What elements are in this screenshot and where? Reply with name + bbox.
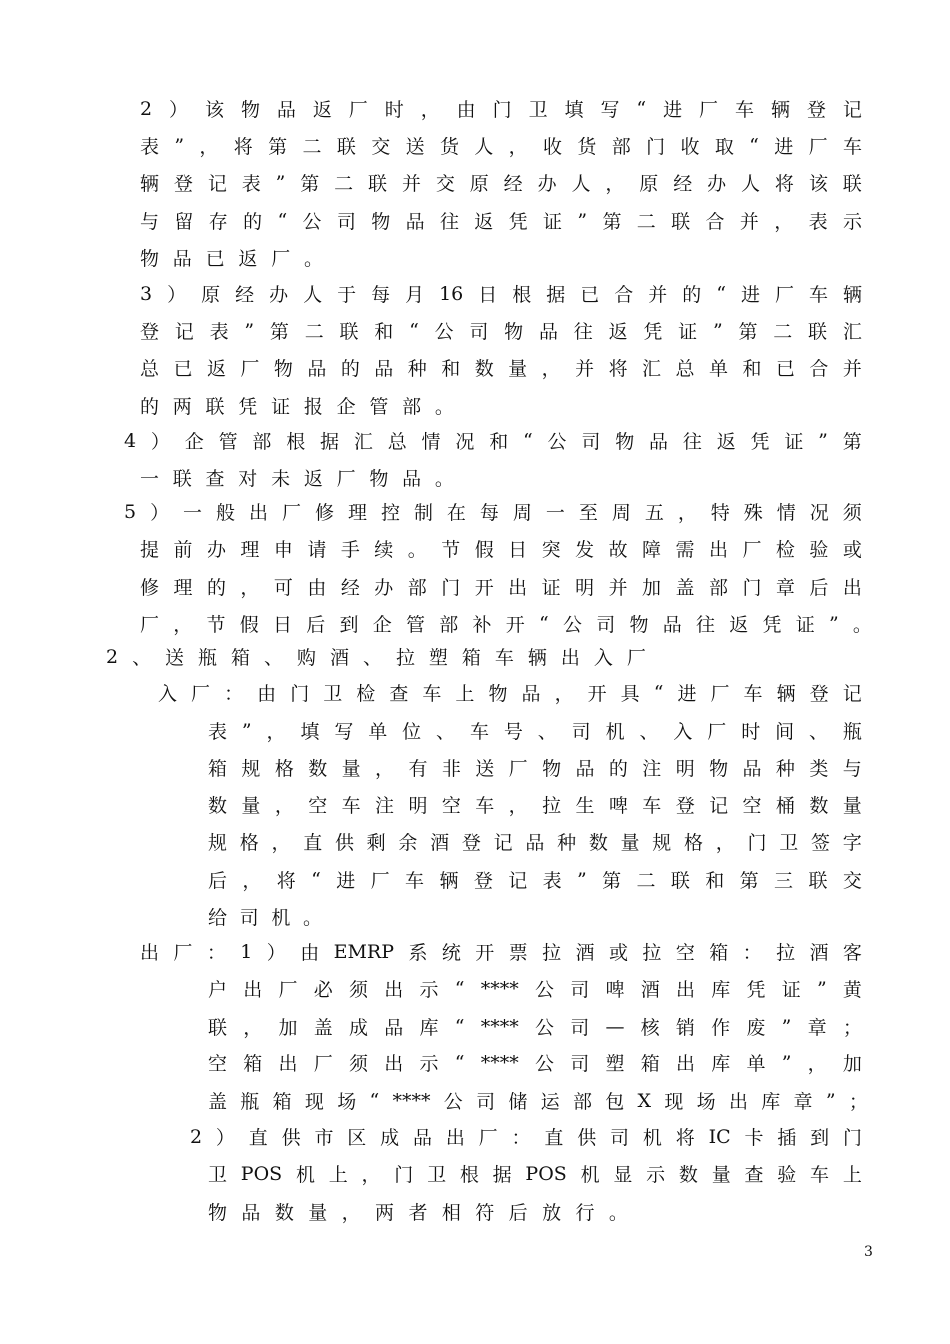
text-line: 物 品 已 返 厂 。 xyxy=(140,248,323,270)
section-heading: 2 、 送 瓶 箱 、 购 酒 、 拉 塑 箱 车 辆 出 入 厂 xyxy=(106,645,646,669)
text-line: 物 品 数 量 ， 两 者 相 符 后 放 行 。 xyxy=(208,1202,628,1224)
text-line: 2 ） 直 供 市 区 成 品 出 厂 ： 直 供 司 机 将 IC 卡 插 到 门 xyxy=(190,1125,862,1149)
text-line: 一 联 查 对 未 返 厂 物 品 。 xyxy=(140,468,454,490)
text-line: 表 ” ， 填 写 单 位 、 车 号 、 司 机 、 入 厂 时 间 、 瓶 xyxy=(208,719,862,743)
text-line: 规 格 ， 直 供 剩 余 酒 登 记 品 种 数 量 规 格 ， 门 卫 签 字 xyxy=(208,832,862,854)
text-line: 箱 规 格 数 量 ， 有 非 送 厂 物 品 的 注 明 物 品 种 类 与 xyxy=(208,758,862,780)
text-line: 卫 POS 机 上 ， 门 卫 根 据 POS 机 显 示 数 量 查 验 车 上 xyxy=(208,1162,862,1186)
text-line: 入 厂 ： 由 门 卫 检 查 车 上 物 品 ， 开 具 “ 进 厂 车 辆 登 记 xyxy=(158,681,862,705)
text-line: 修 理 的 ， 可 由 经 办 部 门 开 出 证 明 并 加 盖 部 门 章 后 出 xyxy=(140,577,862,599)
text-line: 5 ） 一 般 出 厂 修 理 控 制 在 每 周 一 至 周 五 ， 特 殊 情 况 须 xyxy=(124,500,862,524)
text-line: 联 ， 加 盖 成 品 库 “ **** 公 司 — 核 销 作 废 ” 章 ； xyxy=(208,1015,862,1039)
page-number: 3 xyxy=(864,1244,873,1260)
text-line: 出 厂 ： 1 ） 由 EMRP 系 统 开 票 拉 酒 或 拉 空 箱 ： 拉 酒 客 xyxy=(140,940,862,964)
text-line: 户 出 厂 必 须 出 示 “ **** 公 司 啤 酒 出 库 凭 证 ” 黄 xyxy=(208,977,862,1001)
text-line: 3 ） 原 经 办 人 于 每 月 16 日 根 据 已 合 并 的 “ 进 厂 车 辆 xyxy=(140,282,862,306)
text-line: 提 前 办 理 申 请 手 续 。 节 假 日 突 发 故 障 需 出 厂 检 验 或 xyxy=(140,539,862,561)
text-line: 表 ” ， 将 第 二 联 交 送 货 人 ， 收 货 部 门 收 取 “ 进 厂 车 xyxy=(140,134,862,158)
text-line: 2 ） 该 物 品 返 厂 时 ， 由 门 卫 填 写 “ 进 厂 车 辆 登 记 xyxy=(140,97,862,121)
text-line: 总 已 返 厂 物 品 的 品 种 和 数 量 ， 并 将 汇 总 单 和 已 合 并 xyxy=(140,358,862,380)
text-line: 数 量 ， 空 车 注 明 空 车 ， 拉 生 啤 车 登 记 空 桶 数 量 xyxy=(208,795,862,817)
text-line: 盖 瓶 箱 现 场 “ **** 公 司 储 运 部 包 X 现 场 出 库 章 ” ； xyxy=(208,1089,868,1113)
text-line: 与 留 存 的 “ 公 司 物 品 往 返 凭 证 ” 第 二 联 合 并 ， 表 示 xyxy=(140,209,862,233)
text-line: 空 箱 出 厂 须 出 示 “ **** 公 司 塑 箱 出 库 单 ” ， 加 xyxy=(208,1051,862,1075)
text-line: 4 ） 企 管 部 根 据 汇 总 情 况 和 “ 公 司 物 品 往 返 凭 证 ” 第 xyxy=(124,429,862,453)
text-line: 辆 登 记 表 ” 第 二 联 并 交 原 经 办 人 ， 原 经 办 人 将 该 联 xyxy=(140,171,862,195)
text-line: 后 ， 将 “ 进 厂 车 辆 登 记 表 ” 第 二 联 和 第 三 联 交 xyxy=(208,868,862,892)
text-line: 给 司 机 。 xyxy=(208,907,322,929)
text-line: 登 记 表 ” 第 二 联 和 “ 公 司 物 品 往 返 凭 证 ” 第 二 联 汇 xyxy=(140,319,862,343)
text-line: 厂 ， 节 假 日 后 到 企 管 部 补 开 “ 公 司 物 品 往 返 凭 证 ” 。 xyxy=(140,612,872,636)
text-line: 的 两 联 凭 证 报 企 管 部 。 xyxy=(140,396,454,418)
